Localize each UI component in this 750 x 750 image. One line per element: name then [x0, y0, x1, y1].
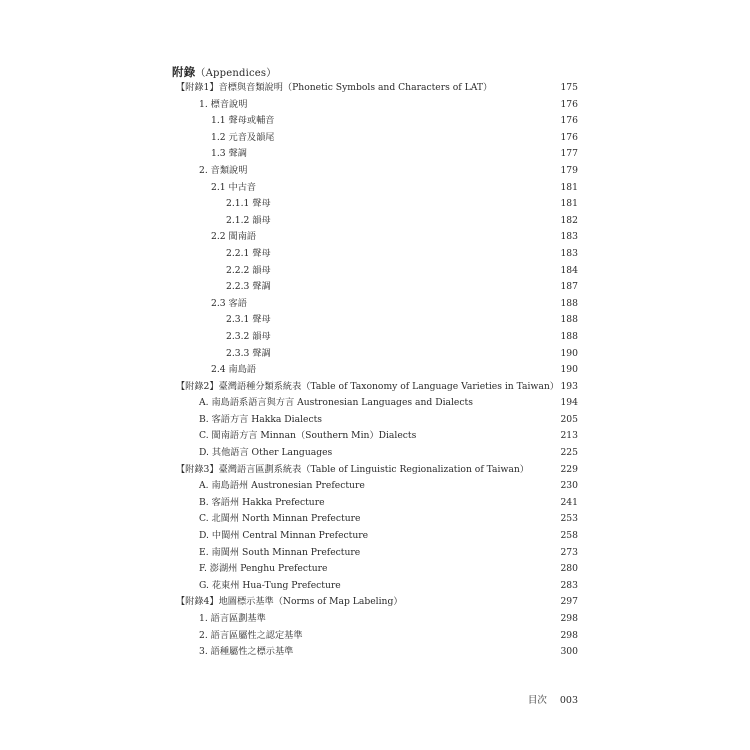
- toc-entry-title: C. 北閩州 North Minnan Prefecture: [199, 513, 361, 525]
- toc-entry-title: E. 南閩州 South Minnan Prefecture: [199, 546, 361, 558]
- toc-entry-page: 229: [560, 463, 578, 475]
- toc-entry-title: A. 南島語州 Austronesian Prefecture: [199, 480, 365, 492]
- heading-sub: （Appendices）: [195, 68, 277, 79]
- toc-entry-page: 181: [560, 181, 578, 193]
- toc-entry: [0, 263, 750, 280]
- toc-entry-title: G. 花東州 Hua-Tung Prefecture: [199, 579, 341, 591]
- toc-entry-page: 273: [560, 546, 578, 558]
- toc-entry-title: 【附錄4】地圖標示基準（Norms of Map Labeling）: [176, 596, 403, 608]
- toc-entry-title: 1.1 聲母或輔音: [211, 115, 275, 127]
- toc-entry: [0, 428, 750, 445]
- toc-entry-page: 183: [560, 247, 578, 259]
- toc-entry-page: 283: [560, 579, 578, 591]
- toc-entry: [0, 412, 750, 429]
- toc-entry-title: 2.2.3 聲調: [226, 281, 271, 293]
- toc-entry-page: 177: [560, 148, 578, 160]
- toc-entry-page: 253: [560, 513, 578, 525]
- toc-entry: [0, 545, 750, 562]
- toc-entry-title: 【附錄2】臺灣語種分類系統表（Table of Taxonomy of Language Varieties in Taiwan）: [176, 380, 559, 392]
- toc-entry-page: 225: [560, 447, 578, 459]
- toc-entry: [0, 644, 750, 661]
- toc-entry-title: 1.3 聲調: [211, 148, 247, 160]
- toc-entry: [0, 146, 750, 163]
- toc-entry: [0, 196, 750, 213]
- toc-entry-page: 193: [560, 380, 578, 392]
- table-of-contents: [0, 80, 750, 661]
- toc-entry-title: 1.2 元音及韻尾: [211, 131, 275, 143]
- toc-entry-page: 230: [560, 480, 578, 492]
- toc-entry-title: 2. 語言區屬性之認定基準: [199, 629, 303, 641]
- toc-entry: [0, 329, 750, 346]
- toc-entry-page: 182: [560, 214, 578, 226]
- heading-main: 附錄: [172, 65, 196, 79]
- toc-entry: [0, 511, 750, 528]
- toc-entry-page: 181: [560, 198, 578, 210]
- toc-entry-title: 2.2.2 韻母: [226, 264, 271, 276]
- toc-entry-page: 179: [560, 164, 578, 176]
- toc-entry-title: 【附錄1】音標與音類說明（Phonetic Symbols and Characters of LAT）: [176, 82, 493, 93]
- toc-entry-title: C. 閩南語方言 Minnan（Southern Min）Dialects: [199, 430, 417, 442]
- toc-entry-title: 2.3.3 聲調: [226, 347, 271, 359]
- toc-entry-title: D. 中閩州 Central Minnan Prefecture: [199, 530, 369, 542]
- toc-entry-page: 258: [560, 530, 578, 542]
- toc-appendix-entry: [0, 379, 750, 396]
- toc-entry-page: 300: [560, 646, 578, 658]
- toc-entry-title: 2.1.2 韻母: [226, 214, 271, 226]
- toc-entry: [0, 213, 750, 230]
- toc-entry-title: 2.1.1 聲母: [226, 198, 271, 210]
- toc-entry-page: 175: [560, 82, 578, 93]
- toc-entry: [0, 279, 750, 296]
- toc-entry-title: 2.3.2 韻母: [226, 330, 271, 342]
- toc-entry-title: A. 南島語系語言與方言 Austronesian Languages and Dialects: [199, 397, 473, 409]
- toc-entry: [0, 578, 750, 595]
- footer-section-label: 目次: [527, 695, 547, 706]
- toc-entry: [0, 180, 750, 197]
- toc-entry-title: B. 客語方言 Hakka Dialects: [199, 413, 322, 425]
- toc-entry-title: 3. 語種屬性之標示基準: [199, 646, 294, 658]
- toc-entry-title: 2.2 閩南語: [211, 231, 257, 243]
- toc-entry-page: 298: [560, 629, 578, 641]
- toc-entry: [0, 229, 750, 246]
- toc-entry-page: 190: [560, 364, 578, 376]
- toc-entry: [0, 528, 750, 545]
- toc-entry-title: 2.4 南島語: [211, 364, 257, 376]
- toc-entry: [0, 445, 750, 462]
- toc-entry-page: 183: [560, 231, 578, 243]
- toc-entry-page: 184: [560, 264, 578, 276]
- toc-entry: [0, 246, 750, 263]
- toc-entry-title: 1. 語言區劃基準: [199, 613, 266, 624]
- toc-entry-title: 2. 音類說明: [199, 164, 248, 176]
- appendices-heading: [172, 64, 276, 80]
- toc-entry: [0, 395, 750, 412]
- toc-entry: [0, 628, 750, 645]
- toc-entry: [0, 130, 750, 147]
- toc-entry-page: 298: [560, 613, 578, 624]
- toc-entry-page: 176: [560, 131, 578, 143]
- toc-entry: [0, 362, 750, 379]
- toc-appendix-entry: [0, 594, 750, 611]
- toc-entry-title: 2.2.1 聲母: [226, 247, 271, 259]
- toc-entry-page: 188: [560, 330, 578, 342]
- toc-entry: [0, 478, 750, 495]
- toc-entry: [0, 113, 750, 130]
- toc-entry-title: 2.3 客語: [211, 297, 247, 309]
- toc-appendix-entry: [0, 462, 750, 479]
- toc-entry-page: 280: [560, 563, 578, 575]
- toc-entry-page: 205: [560, 413, 578, 425]
- toc-appendix-entry: [0, 80, 750, 97]
- toc-entry-page: 241: [560, 496, 578, 508]
- toc-entry-title: D. 其他語言 Other Languages: [199, 447, 333, 459]
- toc-entry-title: 1. 標音說明: [199, 98, 248, 110]
- toc-entry-page: 297: [560, 596, 578, 608]
- footer-page-number: 003: [559, 695, 578, 706]
- toc-entry: [0, 312, 750, 329]
- toc-entry-page: 187: [560, 281, 578, 293]
- toc-entry-page: 190: [560, 347, 578, 359]
- toc-entry-title: 2.3.1 聲母: [226, 314, 271, 326]
- toc-entry-page: 188: [560, 297, 578, 309]
- toc-entry-title: F. 澎湖州 Penghu Prefecture: [199, 563, 328, 575]
- toc-entry-page: 213: [560, 430, 578, 442]
- toc-entry: [0, 495, 750, 512]
- toc-entry-title: B. 客語州 Hakka Prefecture: [199, 496, 325, 508]
- toc-entry: [0, 611, 750, 628]
- toc-entry-title: 2.1 中古音: [211, 181, 257, 193]
- toc-entry: [0, 346, 750, 363]
- toc-entry: [0, 163, 750, 180]
- toc-entry-page: 176: [560, 115, 578, 127]
- toc-entry-title: 【附錄3】臺灣語言區劃系統表（Table of Linguistic Regionalization of Taiwan）: [176, 463, 529, 475]
- page-footer: [528, 692, 578, 706]
- toc-entry-page: 188: [560, 314, 578, 326]
- toc-entry-page: 176: [560, 98, 578, 110]
- toc-entry: [0, 561, 750, 578]
- toc-entry: [0, 296, 750, 313]
- toc-entry-page: 194: [560, 397, 578, 409]
- toc-entry: [0, 97, 750, 114]
